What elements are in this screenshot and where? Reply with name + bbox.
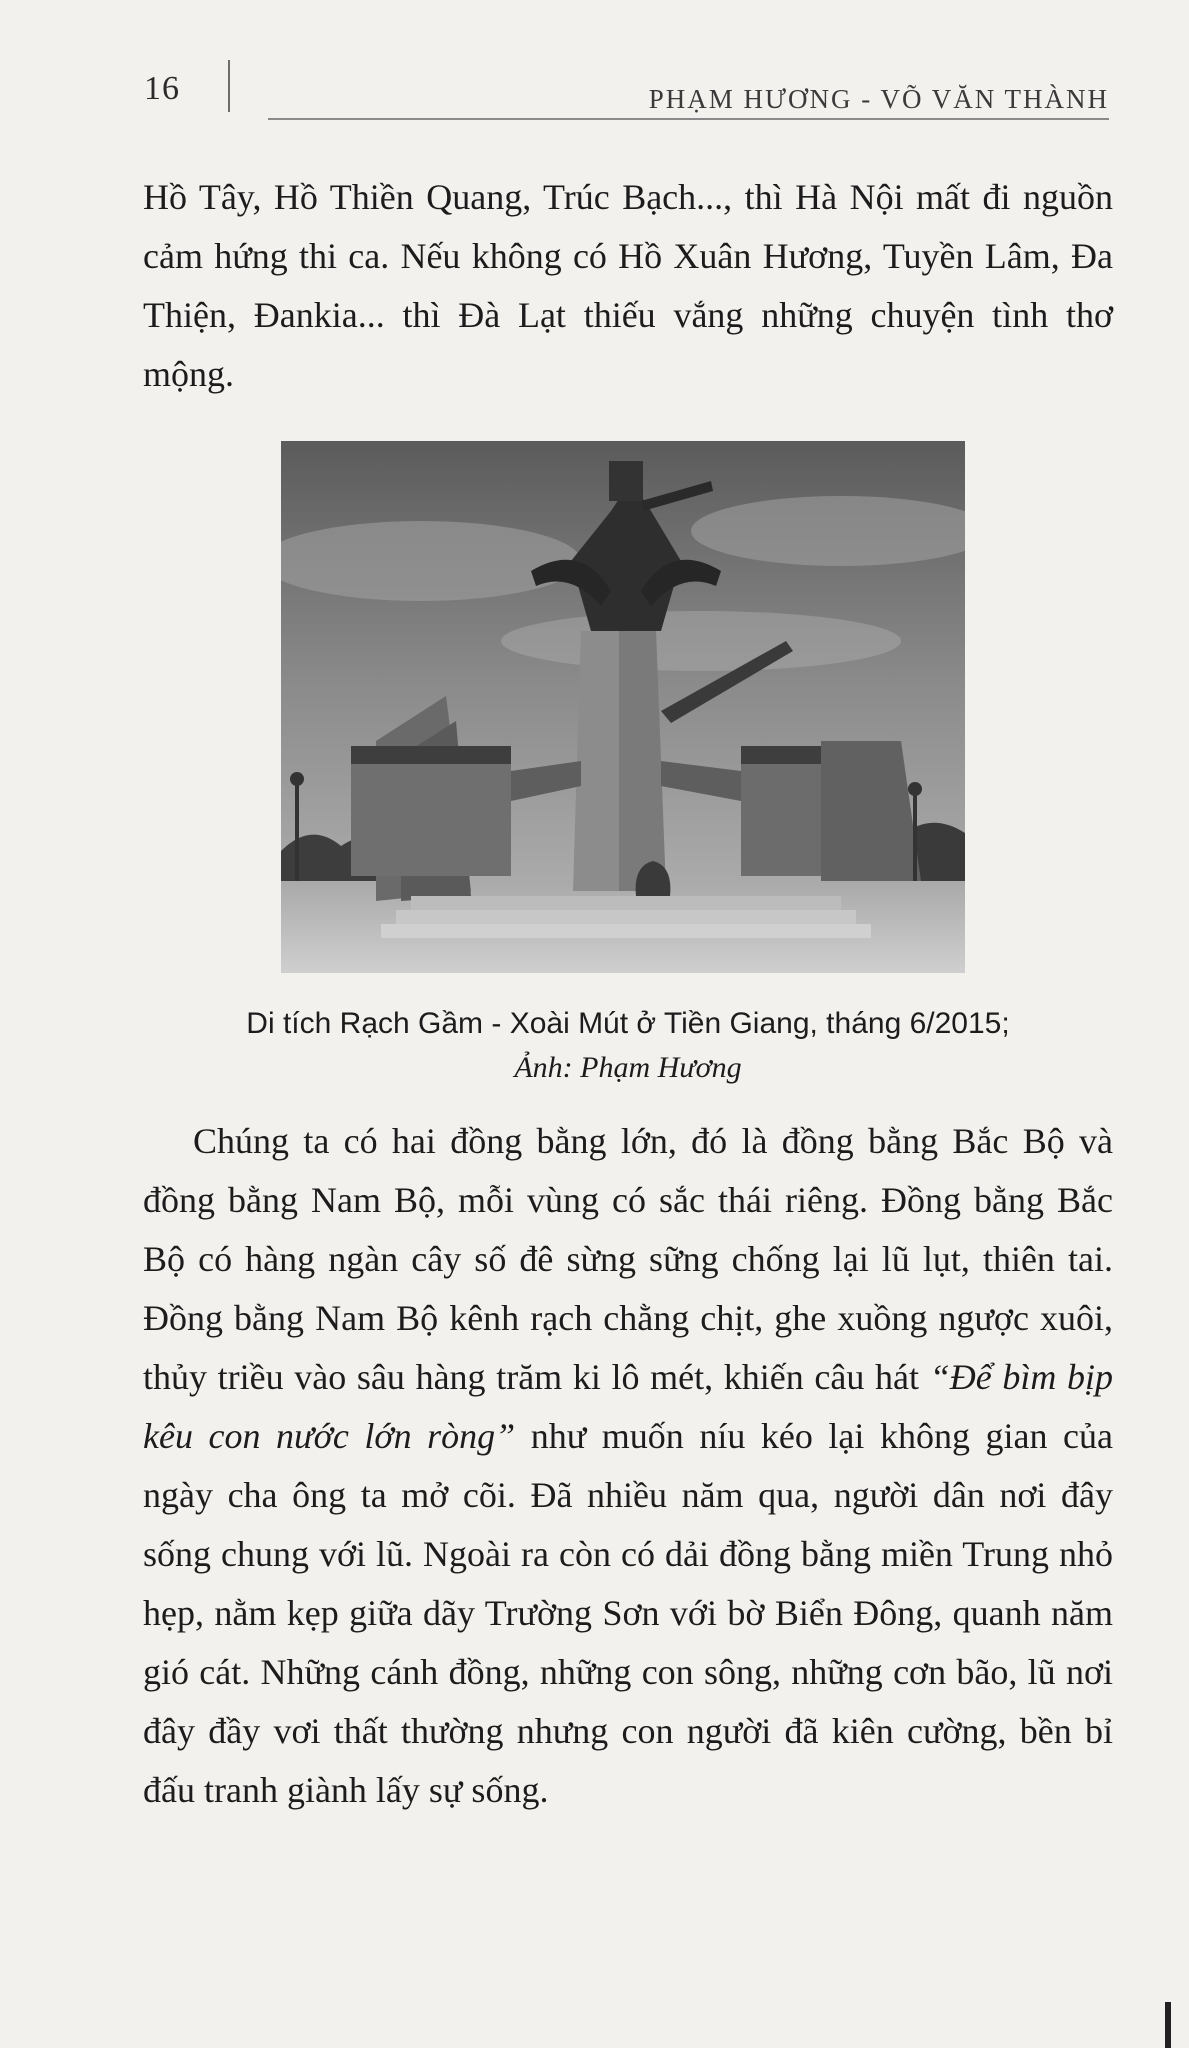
- monument-photo: [281, 441, 965, 973]
- header-divider: [228, 60, 230, 112]
- paragraph-1: Hồ Tây, Hồ Thiền Quang, Trúc Bạch..., thì Hà Nội mất đi nguồn cảm hứng thi ca. Nếu không có Hồ Xuân Hương, Tuyền Lâm, Đa Thiện, Đankia... thì Đà Lạt thiếu vắng những chuyện tình thơ mộng.: [143, 177, 1113, 394]
- figure-caption: Di tích Rạch Gầm - Xoài Mút ở Tiền Giang, tháng 6/2015;: [246, 1007, 1010, 1040]
- paragraph-2: [143, 1112, 1113, 1820]
- monument-illustration: [281, 441, 965, 973]
- paragraph-2-text-b: như muốn níu kéo lại không gian của ngày cha ông ta mở cõi. Đã nhiều năm qua, người dân nơi đây sống chung với lũ. Ngoài ra còn có dải đồng bằng miền Trung nhỏ hẹp, nằm kẹp giữa dãy Trường Sơn với bờ Biển Đông, quanh năm gió cát. Những cánh đồng, những con sông, những cơn bão, lũ nơi đây đầy vơi thất thường nhưng con người đã kiên cường, bền bỉ đấu tranh giành lấy sự sống.: [143, 1416, 1113, 1810]
- header-rule: [268, 118, 1109, 120]
- page-corner-mark: [1165, 2002, 1171, 2048]
- page-number: 16: [144, 70, 180, 107]
- paragraph-2-text-a: Chúng ta có hai đồng bằng lớn, đó là đồng bằng Bắc Bộ và đồng bằng Nam Bộ, mỗi vùng có sắc thái riêng. Đồng bằng Bắc Bộ có hàng ngàn cây số đê sừng sững chống lại lũ lụt, thiên tai. Đồng bằng Nam Bộ kênh rạch chằng chịt, ghe xuồng ngược xuôi, thủy triều vào sâu hàng trăm ki lô mét, khiến câu hát: [143, 1121, 1113, 1397]
- running-head: PHẠM HƯƠNG - VÕ VĂN THÀNH: [648, 84, 1109, 114]
- song-quote: “Để bìm bịp kêu con nước lớn ròng”: [143, 1357, 1114, 1456]
- page-header: [140, 60, 1115, 120]
- figure-credit: Ảnh: Phạm Hương: [514, 1051, 742, 1084]
